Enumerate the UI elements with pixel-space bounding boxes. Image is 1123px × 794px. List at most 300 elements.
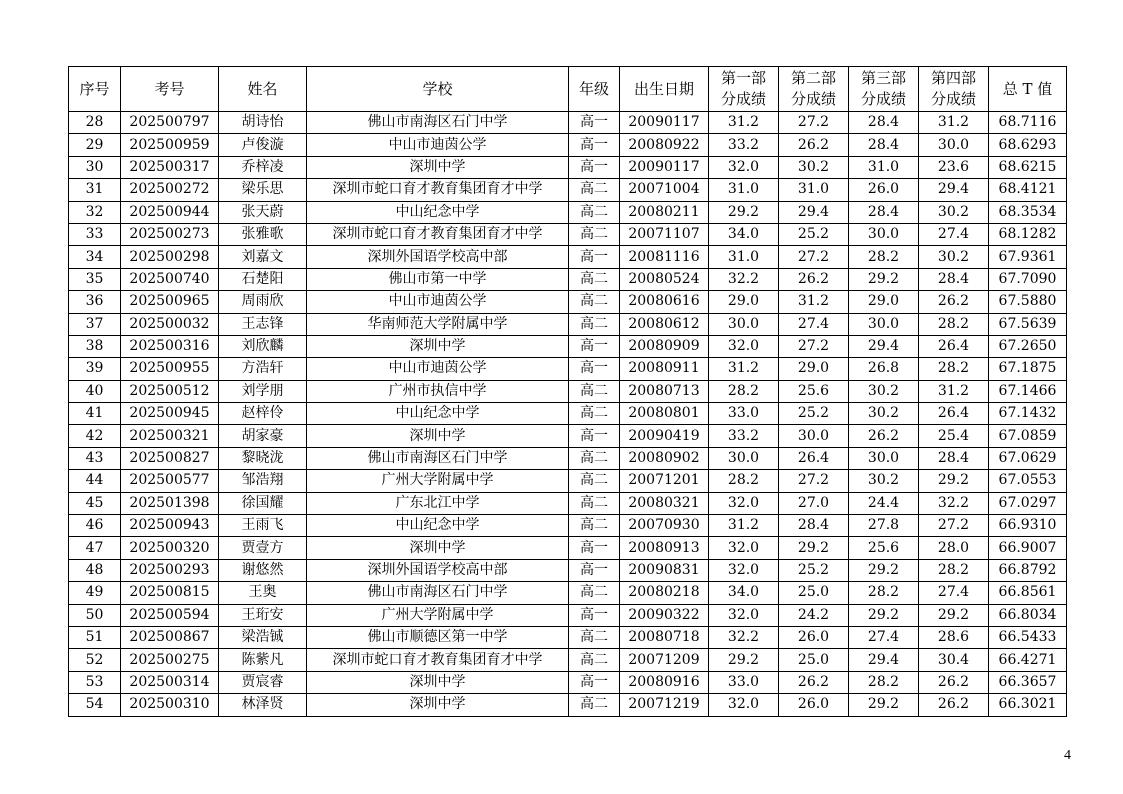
cell-part1-score: 30.0 bbox=[709, 447, 779, 469]
col-header-part3-score: 第三部 分成绩 bbox=[849, 67, 919, 112]
cell-part3-score: 26.8 bbox=[849, 358, 919, 380]
cell-name: 赵梓伶 bbox=[219, 403, 307, 425]
cell-birth-date: 20090117 bbox=[620, 156, 709, 178]
cell-part1-score: 34.0 bbox=[709, 223, 779, 245]
cell-part4-score: 30.2 bbox=[919, 201, 989, 223]
table-row bbox=[69, 671, 1067, 693]
cell-grade: 高二 bbox=[569, 447, 620, 469]
cell-school: 广州大学附属中学 bbox=[307, 604, 569, 626]
cell-birth-date: 20080916 bbox=[620, 671, 709, 693]
cell-total-t: 67.1466 bbox=[989, 380, 1067, 402]
cell-index: 51 bbox=[69, 626, 121, 648]
cell-part3-score: 30.0 bbox=[849, 223, 919, 245]
cell-school: 深圳市蛇口育才教育集团育才中学 bbox=[307, 223, 569, 245]
cell-part4-score: 32.2 bbox=[919, 492, 989, 514]
cell-total-t: 68.1282 bbox=[989, 223, 1067, 245]
cell-grade: 高二 bbox=[569, 515, 620, 537]
cell-birth-date: 20080211 bbox=[620, 201, 709, 223]
cell-part3-score: 27.8 bbox=[849, 515, 919, 537]
cell-grade: 高二 bbox=[569, 649, 620, 671]
cell-exam-id: 202500797 bbox=[121, 112, 219, 134]
cell-part3-score: 29.2 bbox=[849, 559, 919, 581]
table-row bbox=[69, 112, 1067, 134]
cell-index: 47 bbox=[69, 537, 121, 559]
cell-part4-score: 31.2 bbox=[919, 112, 989, 134]
cell-birth-date: 20080218 bbox=[620, 582, 709, 604]
cell-part2-score: 27.2 bbox=[779, 112, 849, 134]
cell-grade: 高一 bbox=[569, 335, 620, 357]
cell-grade: 高一 bbox=[569, 671, 620, 693]
table-row bbox=[69, 470, 1067, 492]
cell-exam-id: 202500272 bbox=[121, 179, 219, 201]
cell-name: 谢悠然 bbox=[219, 559, 307, 581]
cell-name: 贾壹方 bbox=[219, 537, 307, 559]
cell-part4-score: 27.4 bbox=[919, 582, 989, 604]
cell-school: 广东北江中学 bbox=[307, 492, 569, 514]
table-row bbox=[69, 649, 1067, 671]
cell-part4-score: 28.2 bbox=[919, 313, 989, 335]
cell-part3-score: 28.4 bbox=[849, 201, 919, 223]
cell-school: 中山纪念中学 bbox=[307, 201, 569, 223]
cell-grade: 高二 bbox=[569, 470, 620, 492]
cell-index: 37 bbox=[69, 313, 121, 335]
cell-part1-score: 31.2 bbox=[709, 515, 779, 537]
cell-total-t: 68.6215 bbox=[989, 156, 1067, 178]
cell-index: 36 bbox=[69, 291, 121, 313]
table-row bbox=[69, 156, 1067, 178]
cell-total-t: 68.7116 bbox=[989, 112, 1067, 134]
col-header-birth-date: 出生日期 bbox=[620, 67, 709, 112]
cell-part3-score: 30.0 bbox=[849, 313, 919, 335]
cell-part4-score: 28.2 bbox=[919, 559, 989, 581]
cell-grade: 高一 bbox=[569, 425, 620, 447]
cell-part2-score: 29.4 bbox=[779, 201, 849, 223]
cell-grade: 高一 bbox=[569, 559, 620, 581]
cell-school: 华南师范大学附属中学 bbox=[307, 313, 569, 335]
cell-grade: 高一 bbox=[569, 112, 620, 134]
cell-name: 张雅歌 bbox=[219, 223, 307, 245]
cell-total-t: 68.6293 bbox=[989, 134, 1067, 156]
table-row bbox=[69, 626, 1067, 648]
col-header-part2-score: 第二部 分成绩 bbox=[779, 67, 849, 112]
cell-part1-score: 28.2 bbox=[709, 470, 779, 492]
table-row bbox=[69, 694, 1067, 716]
cell-exam-id: 202500275 bbox=[121, 649, 219, 671]
cell-exam-id: 202500594 bbox=[121, 604, 219, 626]
cell-part1-score: 32.2 bbox=[709, 268, 779, 290]
cell-index: 54 bbox=[69, 694, 121, 716]
cell-index: 34 bbox=[69, 246, 121, 268]
cell-index: 39 bbox=[69, 358, 121, 380]
cell-part1-score: 32.0 bbox=[709, 156, 779, 178]
cell-exam-id: 202500965 bbox=[121, 291, 219, 313]
cell-total-t: 67.0859 bbox=[989, 425, 1067, 447]
cell-exam-id: 202500273 bbox=[121, 223, 219, 245]
cell-part2-score: 27.2 bbox=[779, 470, 849, 492]
col-header-index: 序号 bbox=[69, 67, 121, 112]
cell-part3-score: 29.2 bbox=[849, 694, 919, 716]
cell-part2-score: 27.2 bbox=[779, 246, 849, 268]
cell-name: 刘学朋 bbox=[219, 380, 307, 402]
cell-part2-score: 25.2 bbox=[779, 559, 849, 581]
cell-birth-date: 20080713 bbox=[620, 380, 709, 402]
cell-index: 43 bbox=[69, 447, 121, 469]
cell-name: 胡诗怡 bbox=[219, 112, 307, 134]
cell-exam-id: 202500321 bbox=[121, 425, 219, 447]
table-row bbox=[69, 223, 1067, 245]
cell-part3-score: 26.2 bbox=[849, 425, 919, 447]
cell-grade: 高二 bbox=[569, 201, 620, 223]
cell-index: 40 bbox=[69, 380, 121, 402]
table-row bbox=[69, 246, 1067, 268]
cell-birth-date: 20090117 bbox=[620, 112, 709, 134]
cell-name: 邹浩翔 bbox=[219, 470, 307, 492]
cell-part2-score: 26.0 bbox=[779, 626, 849, 648]
cell-part1-score: 32.0 bbox=[709, 559, 779, 581]
cell-grade: 高一 bbox=[569, 246, 620, 268]
cell-part4-score: 30.0 bbox=[919, 134, 989, 156]
cell-grade: 高二 bbox=[569, 626, 620, 648]
cell-part3-score: 25.6 bbox=[849, 537, 919, 559]
cell-school: 深圳外国语学校高中部 bbox=[307, 559, 569, 581]
cell-index: 48 bbox=[69, 559, 121, 581]
cell-part1-score: 32.0 bbox=[709, 604, 779, 626]
col-header-exam-id: 考号 bbox=[121, 67, 219, 112]
cell-birth-date: 20080612 bbox=[620, 313, 709, 335]
table-row bbox=[69, 268, 1067, 290]
cell-part4-score: 27.4 bbox=[919, 223, 989, 245]
cell-birth-date: 20080801 bbox=[620, 403, 709, 425]
cell-part4-score: 29.2 bbox=[919, 470, 989, 492]
cell-part2-score: 31.2 bbox=[779, 291, 849, 313]
col-header-total-t: 总 T 值 bbox=[989, 67, 1067, 112]
cell-birth-date: 20090419 bbox=[620, 425, 709, 447]
cell-total-t: 66.5433 bbox=[989, 626, 1067, 648]
cell-index: 49 bbox=[69, 582, 121, 604]
cell-part4-score: 29.4 bbox=[919, 179, 989, 201]
cell-school: 深圳中学 bbox=[307, 537, 569, 559]
cell-grade: 高二 bbox=[569, 492, 620, 514]
cell-part2-score: 24.2 bbox=[779, 604, 849, 626]
cell-school: 中山市迪茵公学 bbox=[307, 134, 569, 156]
cell-name: 周雨欣 bbox=[219, 291, 307, 313]
cell-total-t: 66.3021 bbox=[989, 694, 1067, 716]
table-row bbox=[69, 425, 1067, 447]
cell-part4-score: 26.2 bbox=[919, 291, 989, 313]
table-row bbox=[69, 582, 1067, 604]
cell-part3-score: 30.2 bbox=[849, 380, 919, 402]
cell-name: 王雨飞 bbox=[219, 515, 307, 537]
cell-total-t: 67.0553 bbox=[989, 470, 1067, 492]
cell-part4-score: 26.2 bbox=[919, 671, 989, 693]
cell-part1-score: 31.0 bbox=[709, 246, 779, 268]
cell-total-t: 67.0297 bbox=[989, 492, 1067, 514]
table-row bbox=[69, 134, 1067, 156]
cell-part4-score: 25.4 bbox=[919, 425, 989, 447]
table-row bbox=[69, 335, 1067, 357]
cell-index: 33 bbox=[69, 223, 121, 245]
cell-school: 佛山市南海区石门中学 bbox=[307, 112, 569, 134]
cell-index: 32 bbox=[69, 201, 121, 223]
cell-exam-id: 202500032 bbox=[121, 313, 219, 335]
cell-part1-score: 34.0 bbox=[709, 582, 779, 604]
cell-grade: 高一 bbox=[569, 537, 620, 559]
cell-school: 佛山市南海区石门中学 bbox=[307, 447, 569, 469]
cell-exam-id: 202500512 bbox=[121, 380, 219, 402]
cell-birth-date: 20080321 bbox=[620, 492, 709, 514]
cell-part1-score: 33.2 bbox=[709, 425, 779, 447]
cell-name: 陈紫凡 bbox=[219, 649, 307, 671]
cell-index: 29 bbox=[69, 134, 121, 156]
cell-grade: 高二 bbox=[569, 291, 620, 313]
cell-part1-score: 29.2 bbox=[709, 201, 779, 223]
results-table bbox=[68, 66, 1067, 717]
cell-part3-score: 27.4 bbox=[849, 626, 919, 648]
cell-total-t: 68.3534 bbox=[989, 201, 1067, 223]
cell-school: 深圳中学 bbox=[307, 694, 569, 716]
cell-school: 中山纪念中学 bbox=[307, 403, 569, 425]
cell-birth-date: 20070930 bbox=[620, 515, 709, 537]
cell-birth-date: 20090831 bbox=[620, 559, 709, 581]
cell-name: 林泽贤 bbox=[219, 694, 307, 716]
cell-part2-score: 25.2 bbox=[779, 403, 849, 425]
cell-part4-score: 23.6 bbox=[919, 156, 989, 178]
cell-part2-score: 27.4 bbox=[779, 313, 849, 335]
cell-part3-score: 30.0 bbox=[849, 447, 919, 469]
cell-grade: 高二 bbox=[569, 403, 620, 425]
cell-index: 44 bbox=[69, 470, 121, 492]
cell-birth-date: 20080718 bbox=[620, 626, 709, 648]
cell-part2-score: 29.2 bbox=[779, 537, 849, 559]
cell-school: 中山市迪茵公学 bbox=[307, 358, 569, 380]
cell-index: 35 bbox=[69, 268, 121, 290]
cell-part4-score: 28.2 bbox=[919, 358, 989, 380]
cell-exam-id: 202500959 bbox=[121, 134, 219, 156]
cell-school: 中山纪念中学 bbox=[307, 515, 569, 537]
cell-birth-date: 20071201 bbox=[620, 470, 709, 492]
cell-birth-date: 20081116 bbox=[620, 246, 709, 268]
cell-birth-date: 20080909 bbox=[620, 335, 709, 357]
cell-part1-score: 33.0 bbox=[709, 403, 779, 425]
cell-name: 王奥 bbox=[219, 582, 307, 604]
cell-name: 王志锋 bbox=[219, 313, 307, 335]
cell-birth-date: 20080911 bbox=[620, 358, 709, 380]
cell-total-t: 66.8034 bbox=[989, 604, 1067, 626]
cell-grade: 高二 bbox=[569, 694, 620, 716]
cell-exam-id: 202500577 bbox=[121, 470, 219, 492]
cell-part4-score: 28.0 bbox=[919, 537, 989, 559]
cell-total-t: 66.8561 bbox=[989, 582, 1067, 604]
cell-part1-score: 31.0 bbox=[709, 179, 779, 201]
col-header-school: 学校 bbox=[307, 67, 569, 112]
table-row bbox=[69, 604, 1067, 626]
table-row bbox=[69, 515, 1067, 537]
cell-index: 45 bbox=[69, 492, 121, 514]
cell-birth-date: 20071219 bbox=[620, 694, 709, 716]
cell-grade: 高一 bbox=[569, 134, 620, 156]
cell-part1-score: 32.0 bbox=[709, 694, 779, 716]
cell-grade: 高二 bbox=[569, 223, 620, 245]
cell-total-t: 68.4121 bbox=[989, 179, 1067, 201]
cell-total-t: 67.5639 bbox=[989, 313, 1067, 335]
cell-index: 31 bbox=[69, 179, 121, 201]
cell-birth-date: 20080922 bbox=[620, 134, 709, 156]
cell-part3-score: 28.2 bbox=[849, 582, 919, 604]
cell-exam-id: 202500320 bbox=[121, 537, 219, 559]
cell-part4-score: 27.2 bbox=[919, 515, 989, 537]
cell-total-t: 66.4271 bbox=[989, 649, 1067, 671]
page-number: 4 bbox=[1064, 748, 1071, 763]
cell-exam-id: 202500740 bbox=[121, 268, 219, 290]
cell-total-t: 66.9007 bbox=[989, 537, 1067, 559]
cell-part2-score: 25.2 bbox=[779, 223, 849, 245]
cell-name: 乔梓凌 bbox=[219, 156, 307, 178]
cell-part1-score: 32.0 bbox=[709, 335, 779, 357]
table-row bbox=[69, 537, 1067, 559]
cell-name: 石楚阳 bbox=[219, 268, 307, 290]
cell-part3-score: 28.4 bbox=[849, 112, 919, 134]
cell-part2-score: 26.2 bbox=[779, 671, 849, 693]
cell-school: 深圳外国语学校高中部 bbox=[307, 246, 569, 268]
cell-exam-id: 202500944 bbox=[121, 201, 219, 223]
cell-school: 中山市迪茵公学 bbox=[307, 291, 569, 313]
cell-exam-id: 202500867 bbox=[121, 626, 219, 648]
cell-part1-score: 32.2 bbox=[709, 626, 779, 648]
cell-part3-score: 24.4 bbox=[849, 492, 919, 514]
cell-name: 贾宸睿 bbox=[219, 671, 307, 693]
cell-school: 深圳中学 bbox=[307, 156, 569, 178]
cell-index: 30 bbox=[69, 156, 121, 178]
table-row bbox=[69, 447, 1067, 469]
cell-birth-date: 20071107 bbox=[620, 223, 709, 245]
cell-part1-score: 30.0 bbox=[709, 313, 779, 335]
cell-school: 深圳中学 bbox=[307, 335, 569, 357]
cell-grade: 高二 bbox=[569, 582, 620, 604]
cell-birth-date: 20080913 bbox=[620, 537, 709, 559]
table-row bbox=[69, 380, 1067, 402]
cell-exam-id: 202500945 bbox=[121, 403, 219, 425]
cell-birth-date: 20090322 bbox=[620, 604, 709, 626]
cell-grade: 高一 bbox=[569, 358, 620, 380]
cell-total-t: 66.9310 bbox=[989, 515, 1067, 537]
cell-part2-score: 26.0 bbox=[779, 694, 849, 716]
table-row bbox=[69, 313, 1067, 335]
cell-exam-id: 202500317 bbox=[121, 156, 219, 178]
cell-part4-score: 26.2 bbox=[919, 694, 989, 716]
cell-name: 王珩安 bbox=[219, 604, 307, 626]
cell-part2-score: 31.0 bbox=[779, 179, 849, 201]
cell-part1-score: 33.2 bbox=[709, 134, 779, 156]
cell-part4-score: 30.2 bbox=[919, 246, 989, 268]
cell-part3-score: 30.2 bbox=[849, 470, 919, 492]
cell-part1-score: 31.2 bbox=[709, 112, 779, 134]
cell-name: 胡家豪 bbox=[219, 425, 307, 447]
cell-total-t: 67.0629 bbox=[989, 447, 1067, 469]
cell-school: 深圳中学 bbox=[307, 425, 569, 447]
cell-name: 卢俊漩 bbox=[219, 134, 307, 156]
cell-index: 53 bbox=[69, 671, 121, 693]
cell-name: 方浩轩 bbox=[219, 358, 307, 380]
cell-part2-score: 26.2 bbox=[779, 134, 849, 156]
cell-exam-id: 202500293 bbox=[121, 559, 219, 581]
cell-total-t: 67.7090 bbox=[989, 268, 1067, 290]
cell-total-t: 66.8792 bbox=[989, 559, 1067, 581]
cell-part2-score: 28.4 bbox=[779, 515, 849, 537]
cell-total-t: 67.9361 bbox=[989, 246, 1067, 268]
cell-part3-score: 30.2 bbox=[849, 403, 919, 425]
cell-name: 梁乐思 bbox=[219, 179, 307, 201]
cell-index: 41 bbox=[69, 403, 121, 425]
cell-school: 佛山市第一中学 bbox=[307, 268, 569, 290]
cell-grade: 高一 bbox=[569, 156, 620, 178]
cell-part2-score: 27.0 bbox=[779, 492, 849, 514]
cell-name: 刘欣麟 bbox=[219, 335, 307, 357]
cell-index: 52 bbox=[69, 649, 121, 671]
cell-part3-score: 29.2 bbox=[849, 604, 919, 626]
cell-part4-score: 28.4 bbox=[919, 447, 989, 469]
cell-part2-score: 26.4 bbox=[779, 447, 849, 469]
cell-school: 佛山市顺德区第一中学 bbox=[307, 626, 569, 648]
cell-school: 深圳市蛇口育才教育集团育才中学 bbox=[307, 649, 569, 671]
cell-part3-score: 29.0 bbox=[849, 291, 919, 313]
cell-index: 28 bbox=[69, 112, 121, 134]
cell-part4-score: 29.2 bbox=[919, 604, 989, 626]
cell-exam-id: 202500316 bbox=[121, 335, 219, 357]
cell-part3-score: 26.0 bbox=[849, 179, 919, 201]
cell-part1-score: 32.0 bbox=[709, 492, 779, 514]
cell-total-t: 67.1432 bbox=[989, 403, 1067, 425]
cell-part2-score: 25.6 bbox=[779, 380, 849, 402]
cell-school: 深圳中学 bbox=[307, 671, 569, 693]
cell-exam-id: 202500827 bbox=[121, 447, 219, 469]
cell-index: 46 bbox=[69, 515, 121, 537]
cell-part2-score: 30.2 bbox=[779, 156, 849, 178]
cell-school: 广州市执信中学 bbox=[307, 380, 569, 402]
cell-index: 38 bbox=[69, 335, 121, 357]
cell-part4-score: 30.4 bbox=[919, 649, 989, 671]
cell-grade: 高二 bbox=[569, 380, 620, 402]
cell-part1-score: 29.0 bbox=[709, 291, 779, 313]
cell-index: 50 bbox=[69, 604, 121, 626]
cell-part2-score: 27.2 bbox=[779, 335, 849, 357]
cell-grade: 高二 bbox=[569, 313, 620, 335]
cell-part2-score: 29.0 bbox=[779, 358, 849, 380]
cell-birth-date: 20071209 bbox=[620, 649, 709, 671]
cell-part3-score: 29.2 bbox=[849, 268, 919, 290]
cell-exam-id: 202500943 bbox=[121, 515, 219, 537]
cell-exam-id: 202501398 bbox=[121, 492, 219, 514]
cell-part1-score: 28.2 bbox=[709, 380, 779, 402]
table-row bbox=[69, 559, 1067, 581]
table-row bbox=[69, 291, 1067, 313]
cell-birth-date: 20080524 bbox=[620, 268, 709, 290]
cell-name: 梁浩铖 bbox=[219, 626, 307, 648]
cell-index: 42 bbox=[69, 425, 121, 447]
cell-part4-score: 28.4 bbox=[919, 268, 989, 290]
cell-exam-id: 202500310 bbox=[121, 694, 219, 716]
cell-total-t: 67.1875 bbox=[989, 358, 1067, 380]
cell-part3-score: 28.4 bbox=[849, 134, 919, 156]
cell-part2-score: 30.0 bbox=[779, 425, 849, 447]
cell-grade: 高二 bbox=[569, 268, 620, 290]
col-header-part4-score: 第四部 分成绩 bbox=[919, 67, 989, 112]
cell-part3-score: 28.2 bbox=[849, 246, 919, 268]
cell-part4-score: 26.4 bbox=[919, 335, 989, 357]
col-header-part1-score: 第一部 分成绩 bbox=[709, 67, 779, 112]
table-row bbox=[69, 201, 1067, 223]
cell-part2-score: 25.0 bbox=[779, 649, 849, 671]
cell-total-t: 67.2650 bbox=[989, 335, 1067, 357]
